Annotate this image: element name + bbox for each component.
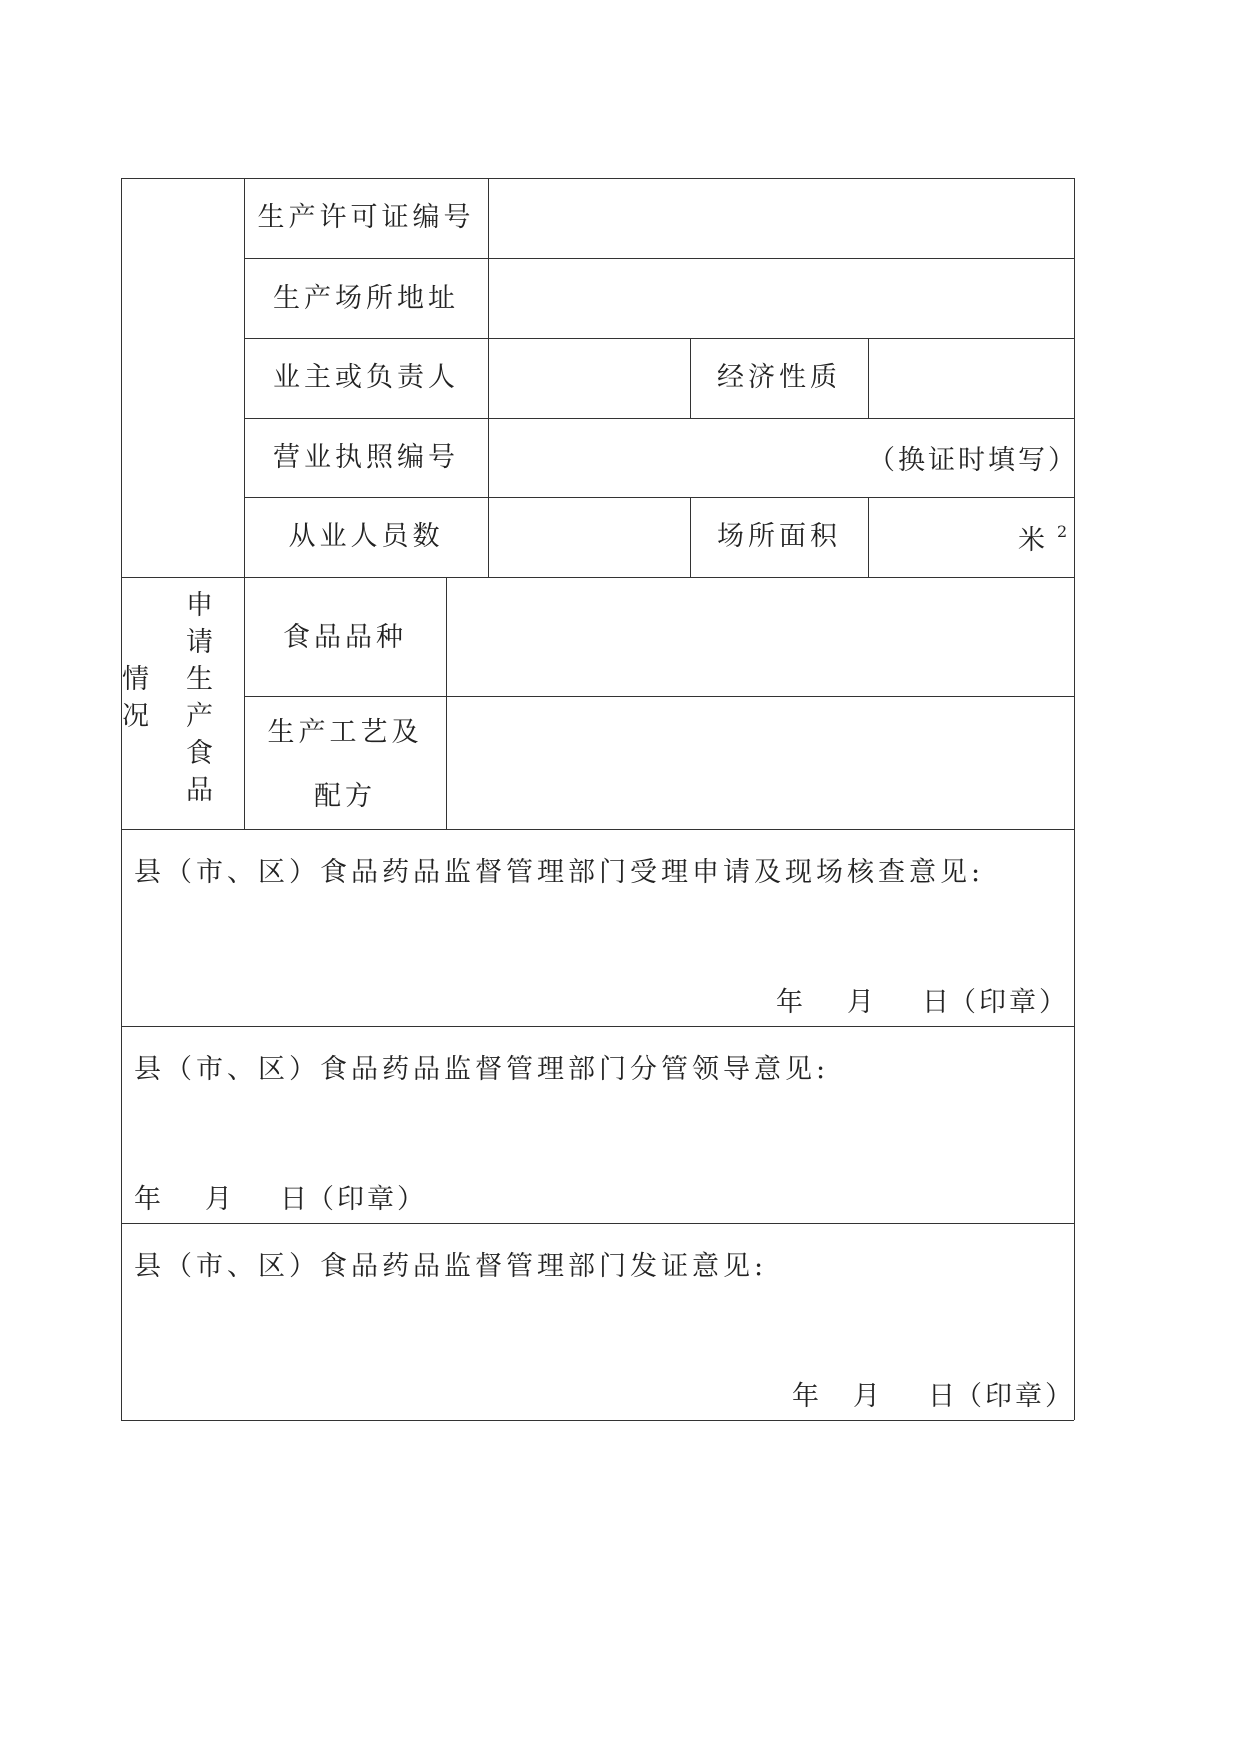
economic-nature-label: 经济性质 [717, 362, 841, 393]
opinion-1-date: 年 月 日（印章） [776, 987, 1069, 1018]
staff-count-label: 从业人员数 [288, 521, 444, 552]
site-address-label: 生产场所地址 [273, 283, 459, 314]
side-label-char: 产 [186, 701, 213, 732]
opinion-2-date: 年 月 日（印章） [134, 1184, 427, 1215]
side-label-char: 申 [186, 590, 213, 621]
row-divider [121, 577, 1074, 578]
column-divider [488, 178, 489, 577]
column-divider [868, 497, 869, 577]
owner-label: 业主或负责人 [273, 362, 459, 393]
business-license-label: 营业执照编号 [273, 442, 459, 473]
column-divider [446, 577, 447, 829]
table-bottom-border [121, 1420, 1074, 1421]
license-number-label: 生产许可证编号 [257, 202, 475, 233]
side-label-char: 食 [186, 738, 213, 769]
issuance-opinion-label: 县（市、区）食品药品监督管理部门发证意见: [134, 1251, 768, 1282]
renewal-note: （换证时填写） [868, 445, 1078, 476]
side-label-char: 情 [122, 664, 149, 695]
side-label-char: 请 [186, 627, 213, 658]
row-divider [121, 1223, 1074, 1224]
row-divider [244, 338, 1074, 339]
acceptance-opinion-label: 县（市、区）食品药品监督管理部门受理申请及现场核查意见: [134, 857, 985, 888]
leader-opinion-label: 县（市、区）食品药品监督管理部门分管领导意见: [134, 1054, 830, 1085]
side-label-char: 况 [122, 701, 149, 732]
process-label-line1: 生产工艺及 [267, 717, 423, 748]
side-label-char: 品 [186, 775, 213, 806]
opinion-3-date: 年 月 日（印章） [792, 1381, 1075, 1412]
row-divider [244, 418, 1074, 419]
row-divider [121, 1026, 1074, 1027]
site-area-label: 场所面积 [717, 521, 841, 552]
column-divider [868, 338, 869, 418]
table-right-border [1074, 178, 1075, 1420]
side-label-char: 生 [186, 664, 213, 695]
row-divider [121, 829, 1074, 830]
food-variety-label: 食品品种 [283, 622, 407, 653]
table-top-border [121, 178, 1074, 179]
process-label-line2: 配方 [314, 781, 376, 812]
table-left-border [121, 178, 122, 1420]
row-divider [244, 497, 1074, 498]
area-unit-superscript: 2 [1057, 522, 1072, 541]
area-unit: 米 $^2$ [1018, 522, 1072, 556]
row-divider [244, 696, 1074, 697]
row-divider [244, 258, 1074, 259]
